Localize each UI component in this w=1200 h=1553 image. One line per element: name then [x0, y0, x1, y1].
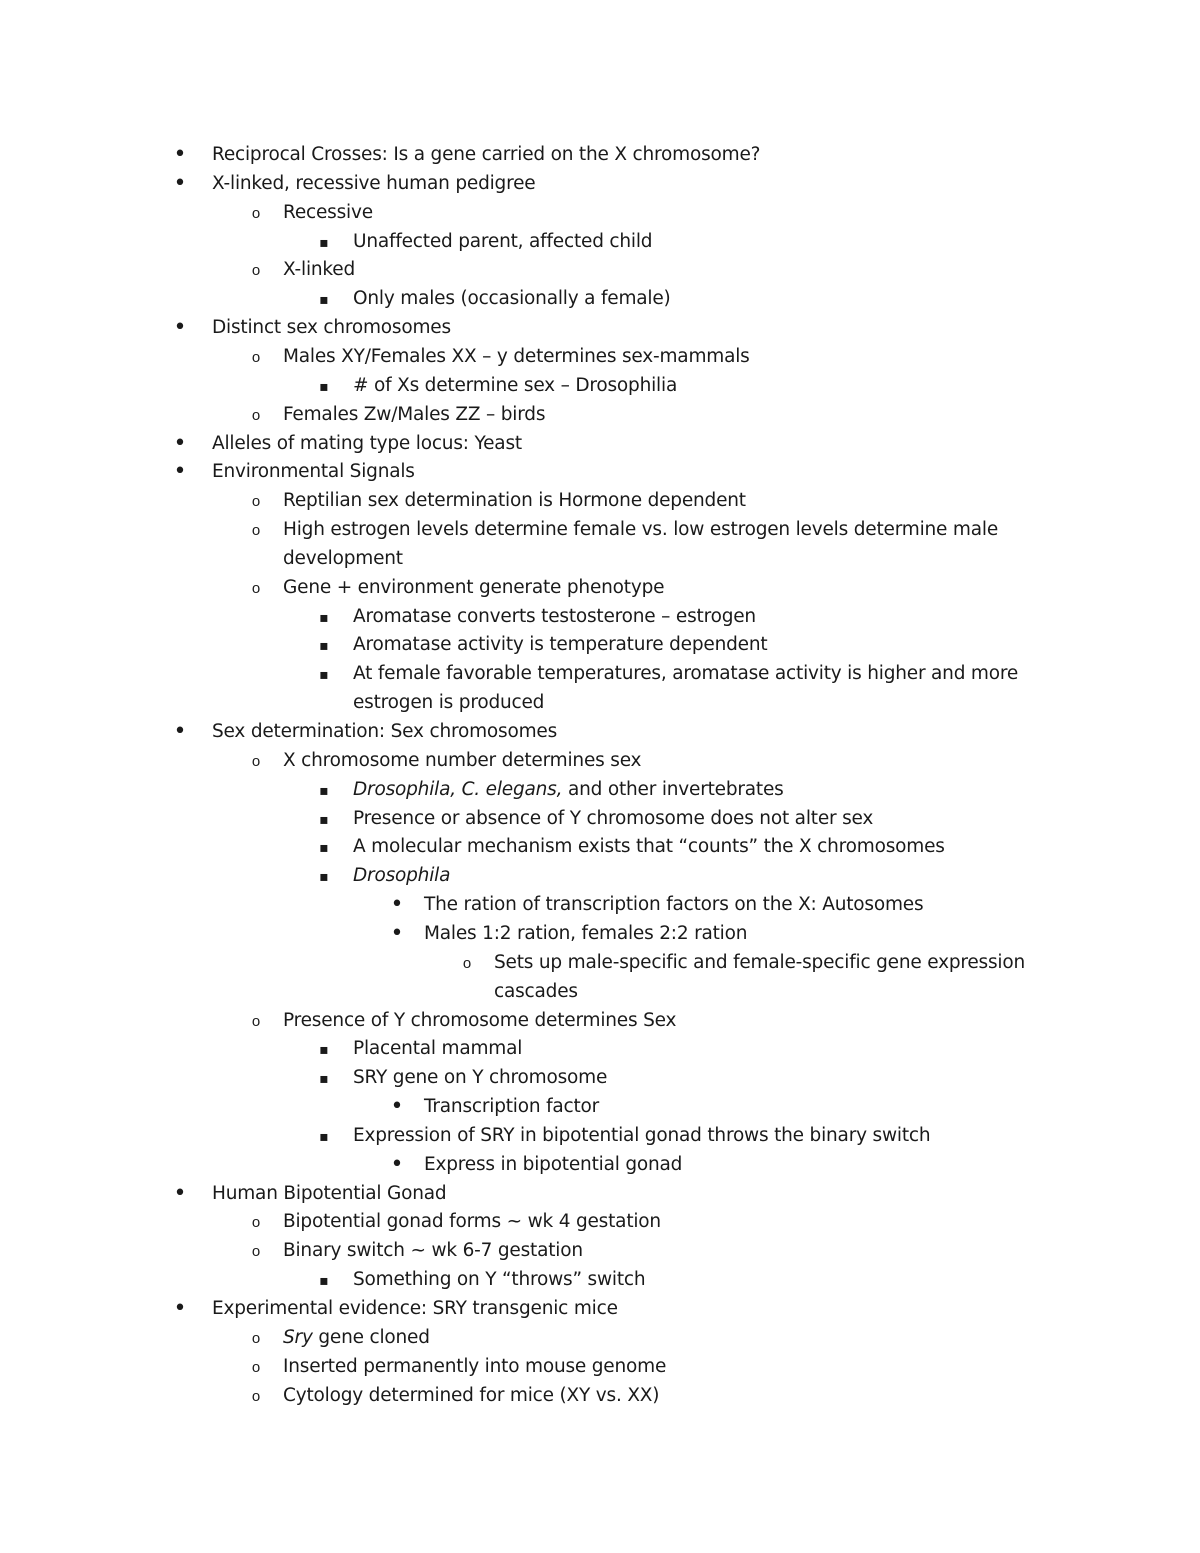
outline-item-level-2 [283, 1210, 661, 1234]
square-bullet-icon [314, 633, 334, 658]
square-bullet-icon [314, 807, 334, 832]
outline-item-level-4 [424, 922, 747, 946]
outline-item-level-2 [283, 258, 355, 282]
square-bullet-icon [314, 778, 334, 803]
outline-item-level-2 [283, 749, 641, 773]
outline-item-level-2 [283, 1326, 430, 1350]
disc-bullet-icon [387, 1095, 407, 1120]
outline-item-level-2 [283, 345, 750, 369]
outline-item-level-1 [212, 143, 760, 167]
outline-item-level-3 [353, 230, 652, 254]
outline-item-text: X-linked, recessive human pedigree [212, 173, 536, 194]
square-bullet-icon [314, 1268, 334, 1293]
circle-bullet-icon [246, 1355, 266, 1380]
outline-item-level-4 [424, 1153, 682, 1177]
outline-item-level-4 [424, 1095, 599, 1119]
disc-bullet-icon [170, 1182, 190, 1207]
outline-item-text: Experimental evidence: SRY transgenic mice [212, 1298, 618, 1319]
outline-item-text: Aromatase converts testosterone – estrogen [353, 606, 756, 627]
outline-item-level-2 [283, 1355, 666, 1379]
outline-item-level-1 [212, 172, 535, 196]
outline-item-text: SRY gene on Y chromosome [353, 1067, 608, 1088]
italic-term: Drosophila, C. elegans, [353, 779, 563, 800]
square-bullet-icon [314, 1037, 334, 1062]
square-bullet-icon [314, 864, 334, 889]
outline-item-level-3 [353, 1066, 607, 1090]
outline-item-level-4 [424, 893, 923, 917]
outline-item-level-3 [353, 374, 677, 398]
outline-item-text: Bipotential gonad forms ~ wk 4 gestation [283, 1211, 661, 1232]
disc-bullet-icon [170, 720, 190, 745]
outline-item-text: Expression of SRY in bipotential gonad throws the binary switch [353, 1125, 931, 1146]
disc-bullet-icon [170, 143, 190, 168]
outline-item-text: Presence of Y chromosome determines Sex [283, 1010, 677, 1031]
outline-item-level-3 [353, 1037, 522, 1061]
disc-bullet-icon [170, 460, 190, 485]
circle-bullet-icon [246, 518, 266, 543]
outline-item-level-1 [212, 1182, 446, 1206]
outline-item-text: Express in bipotential gonad [424, 1154, 683, 1175]
outline-item-text: High estrogen levels determine female vs. low estrogen levels determine male [283, 519, 998, 540]
circle-bullet-icon [246, 1239, 266, 1264]
outline-item-level-1 [212, 460, 415, 484]
outline-item-text: X-linked [283, 259, 356, 280]
outline-item-text: Alleles of mating type locus: Yeast [212, 433, 522, 454]
outline-item-level-3 [353, 807, 873, 831]
outline-item-level-3 [353, 1124, 930, 1148]
outline-item-level-3 [353, 287, 671, 311]
circle-bullet-icon [457, 951, 477, 976]
square-bullet-icon [314, 287, 334, 312]
outline-item-text: Recessive [283, 202, 373, 223]
square-bullet-icon [314, 1066, 334, 1091]
outline-item-text: Reciprocal Crosses: Is a gene carried on the X chromosome? [212, 144, 761, 165]
outline-item-text: Transcription factor [424, 1096, 600, 1117]
outline-item-text: estrogen is produced [353, 692, 545, 713]
outline-item-level-2 [283, 403, 545, 427]
circle-bullet-icon [246, 749, 266, 774]
disc-bullet-icon [170, 172, 190, 197]
outline-item-text: Sets up male-specific and female-specific gene expression [494, 952, 1025, 973]
outline-item-text: gene cloned [312, 1327, 430, 1348]
square-bullet-icon [314, 1124, 334, 1149]
outline-item-text: Cytology determined for mice (XY vs. XX) [283, 1385, 660, 1406]
outline-item-level-2 [283, 518, 998, 542]
outline-item-text: The ration of transcription factors on the X: Autosomes [424, 894, 924, 915]
outline-item-text: Aromatase activity is temperature dependent [353, 634, 768, 655]
italic-term: Drosophila [353, 865, 451, 886]
outline-item-text: # of Xs determine sex – Drosophilia [353, 375, 678, 396]
outline-item-text: Sex determination: Sex chromosomes [212, 721, 558, 742]
outline-item-level-3 [353, 691, 544, 715]
outline-item-text: Human Bipotential Gonad [212, 1183, 447, 1204]
outline-item-level-1 [212, 316, 451, 340]
outline-item-text: Unaffected parent, affected child [353, 231, 653, 252]
outline-item-level-3 [353, 605, 756, 629]
outline-item-text: Males XY/Females XX – y determines sex-mammals [283, 346, 750, 367]
outline-item-text: Distinct sex chromosomes [212, 317, 451, 338]
outline-item-level-1 [212, 1297, 618, 1321]
outline-item-text: Only males (occasionally a female) [353, 288, 671, 309]
outline-item-text: Reptilian sex determination is Hormone dependent [283, 490, 746, 511]
outline-item-text: development [283, 548, 403, 569]
square-bullet-icon [314, 230, 334, 255]
outline-item-level-1 [212, 720, 557, 744]
circle-bullet-icon [246, 1210, 266, 1235]
outline-item-text: X chromosome number determines sex [283, 750, 642, 771]
circle-bullet-icon [246, 1326, 266, 1351]
outline-item-level-3 [353, 633, 767, 657]
circle-bullet-icon [246, 201, 266, 226]
disc-bullet-icon [387, 922, 407, 947]
disc-bullet-icon [387, 893, 407, 918]
square-bullet-icon [314, 605, 334, 630]
circle-bullet-icon [246, 403, 266, 428]
outline-item-text: and other invertebrates [562, 779, 784, 800]
outline-item-level-3 [353, 1268, 645, 1292]
outline-item-level-2 [283, 547, 403, 571]
circle-bullet-icon [246, 1009, 266, 1034]
outline-item-level-2 [283, 576, 664, 600]
square-bullet-icon [314, 835, 334, 860]
disc-bullet-icon [170, 316, 190, 341]
outline-item-level-3 [353, 864, 450, 888]
outline-item-level-2 [283, 1384, 659, 1408]
square-bullet-icon [314, 374, 334, 399]
disc-bullet-icon [387, 1153, 407, 1178]
outline-item-level-3 [353, 835, 945, 859]
outline-item-text: Females Zw/Males ZZ – birds [283, 404, 546, 425]
outline-item-text: Something on Y “throws” switch [353, 1269, 646, 1290]
outline-item-level-1 [212, 432, 522, 456]
circle-bullet-icon [246, 576, 266, 601]
outline-item-text: Males 1:2 ration, females 2:2 ration [424, 923, 748, 944]
outline-item-level-2 [283, 1239, 583, 1263]
circle-bullet-icon [246, 1384, 266, 1409]
outline-item-level-3 [353, 778, 784, 802]
italic-term: Sry [283, 1327, 313, 1348]
square-bullet-icon [314, 662, 334, 687]
outline-item-text: Gene + environment generate phenotype [283, 577, 665, 598]
circle-bullet-icon [246, 258, 266, 283]
outline-item-text: Placental mammal [353, 1038, 523, 1059]
outline-item-text: Inserted permanently into mouse genome [283, 1356, 667, 1377]
outline-item-level-3 [353, 662, 1018, 686]
outline-item-level-2 [283, 489, 746, 513]
outline-item-text: A molecular mechanism exists that “counts” the X chromosomes [353, 836, 945, 857]
circle-bullet-icon [246, 345, 266, 370]
disc-bullet-icon [170, 1297, 190, 1322]
disc-bullet-icon [170, 432, 190, 457]
outline-item-level-2 [283, 201, 373, 225]
outline-item-text: cascades [494, 981, 578, 1002]
outline-item-level-5 [494, 980, 578, 1004]
outline-item-text: Environmental Signals [212, 461, 415, 482]
outline-item-text: Binary switch ~ wk 6-7 gestation [283, 1240, 583, 1261]
outline-item-level-2 [283, 1009, 676, 1033]
outline-item-level-5 [494, 951, 1025, 975]
outline-item-text: At female favorable temperatures, aromatase activity is higher and more [353, 663, 1019, 684]
circle-bullet-icon [246, 489, 266, 514]
outline-item-text: Presence or absence of Y chromosome does not alter sex [353, 808, 874, 829]
